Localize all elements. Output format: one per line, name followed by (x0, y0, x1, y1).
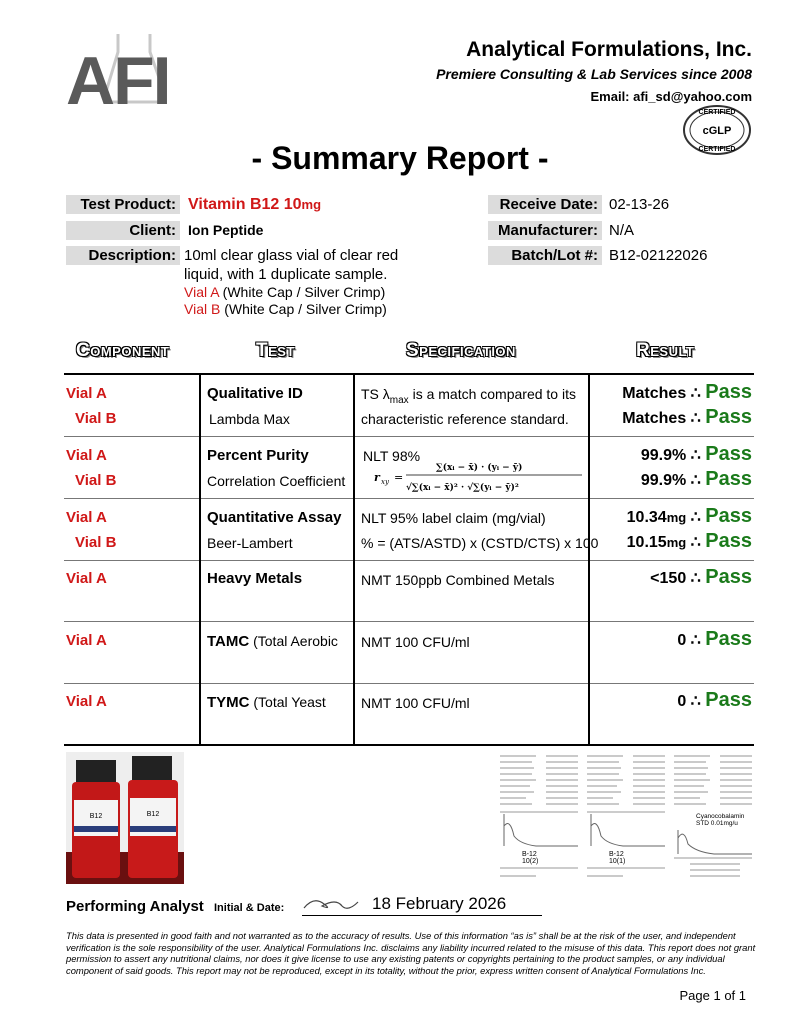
afi-logo (66, 32, 188, 112)
chromatogram-std (670, 750, 756, 882)
row4-test: Heavy Metals (207, 570, 303, 587)
svg-text:B12: B12 (146, 811, 160, 818)
row3-component-a: Vial A (66, 509, 107, 526)
col-divider (588, 373, 590, 746)
row3-component-b: Vial B (75, 534, 117, 551)
row5-component-a: Vial A (66, 632, 107, 649)
vials-photo (66, 752, 184, 884)
svg-text:xy: xy (381, 478, 389, 486)
row4-spec: NMT 150ppb Combined Metals (361, 572, 555, 588)
row6-result: 0 ∴ Pass (677, 689, 752, 711)
row6-test: TYMC (Total Yeast (207, 694, 326, 711)
svg-text:=: = (394, 471, 404, 484)
svg-text:r: r (374, 471, 380, 484)
svg-text:cGLP: cGLP (702, 125, 732, 137)
chromatogram-2 (583, 750, 669, 882)
row2-spec: NLT 98% (363, 448, 421, 464)
row5-spec: NMT 100 CFU/ml (361, 634, 470, 650)
chromatogram-1 (496, 750, 582, 882)
company-email: Email: afi_sd@yahoo.com (590, 89, 752, 104)
header-component: Component (76, 340, 170, 361)
receive-date-value: 02-13-26 (609, 196, 670, 213)
header-specification: Specification (406, 340, 516, 361)
svg-text:Cyanocobalamin: Cyanocobalamin (696, 813, 745, 820)
row-divider (64, 621, 754, 622)
page-number: Page 1 of 1 (679, 988, 746, 1003)
vial-a-description: Vial A (White Cap / Silver Crimp) (184, 284, 386, 300)
row2-test-method: Correlation Coefficient (207, 473, 346, 489)
svg-text:B-12: B-12 (609, 851, 624, 858)
client-label: Client: (66, 221, 180, 240)
row6-component-a: Vial A (66, 693, 107, 710)
table-top-rule (64, 373, 754, 375)
row1-spec-2: characteristic reference standard. (361, 411, 569, 427)
col-divider (199, 373, 201, 746)
svg-text:10(1): 10(1) (609, 858, 626, 865)
row-divider (64, 498, 754, 499)
row5-result: 0 ∴ Pass (677, 628, 752, 650)
col-divider (353, 373, 355, 746)
correlation-formula (374, 458, 584, 496)
row-divider (64, 560, 754, 561)
row3-test: Quantitative Assay (207, 509, 342, 526)
description-line-1: 10ml clear glass vial of clear red (184, 247, 399, 264)
svg-text:CERTIFIED: CERTIFIED (698, 109, 736, 116)
table-bottom-rule (64, 744, 754, 746)
row3-result-b: 10.15mg ∴ Pass (626, 530, 752, 552)
row1-result-b: Matches ∴ Pass (622, 406, 752, 428)
client-value: Ion Peptide (188, 222, 264, 238)
row1-test: Qualitative ID (207, 385, 303, 402)
svg-text:AFI: AFI (66, 43, 170, 112)
batch-label: Batch/Lot #: (488, 246, 602, 265)
row2-component-b: Vial B (75, 472, 117, 489)
description-value (184, 246, 398, 318)
signature-mark (302, 894, 362, 914)
row3-spec: NLT 95% label claim (mg/vial) (361, 510, 546, 526)
row-divider (64, 436, 754, 437)
row5-test: TAMC (Total Aerobic (207, 633, 338, 650)
manufacturer-value: N/A (609, 222, 635, 239)
disclaimer: This data is presented in good faith and not warranted as to the accuracy of results. Use of this information “as is” shall be at the risk of the user, and independent verification is the sole responsibility of the user. Analytical Formulations Inc. disclaims any liability incurred related to the misuse of this data. This report does not grant permission to assert any nutritional claims, nor does it give license to use any existing patents or copyrights pertaining to the product samples, or any individual component of said goods. This report may not be reproduced, except in its totality, without the prior, express written consent of Analytical Formulations Inc. (66, 930, 756, 976)
company-name: Analytical Formulations, Inc. (466, 38, 752, 61)
row4-component-a: Vial A (66, 570, 107, 587)
row3-test-method: Beer-Lambert (207, 535, 293, 551)
svg-text:√∑(xᵢ − x̄)² · √∑(yᵢ − ȳ)²: √∑(xᵢ − x̄)² · √∑(yᵢ − ȳ)² (406, 483, 519, 493)
signature-line (302, 892, 542, 916)
row2-test: Percent Purity (207, 447, 309, 464)
report-title: - Summary Report - (251, 140, 549, 176)
svg-text:∑(xᵢ − x̄) · (yᵢ − ȳ): ∑(xᵢ − x̄) · (yᵢ − ȳ) (436, 463, 523, 473)
row2-result-b: 99.9% ∴ Pass (640, 468, 752, 490)
svg-text:10(2): 10(2) (522, 858, 539, 865)
company-info (436, 38, 752, 106)
vial-b-description: Vial B (White Cap / Silver Crimp) (184, 301, 387, 317)
svg-text:B-12: B-12 (522, 851, 537, 858)
header-result: Result (636, 340, 695, 361)
analysis-date: 18 February 2026 (372, 894, 507, 913)
manufacturer-label: Manufacturer: (488, 221, 602, 240)
row6-spec: NMT 100 CFU/ml (361, 695, 470, 711)
description-label: Description: (66, 246, 180, 265)
svg-text:STD 0.01mg/u: STD 0.01mg/u (696, 820, 738, 827)
test-product-value: Vitamin B12 10mg (188, 196, 322, 213)
row1-component-a: Vial A (66, 385, 107, 402)
row3-spec-2: % = (ATS/ASTD) x (CSTD/CTS) x 100 (361, 535, 599, 551)
receive-date-label: Receive Date: (488, 195, 602, 214)
row1-component-b: Vial B (75, 410, 117, 427)
row1-spec: TS $\lambda_{max}$ is a match compared to its (361, 386, 576, 406)
svg-text:B12: B12 (89, 813, 103, 820)
batch-value: B12-02122026 (609, 247, 708, 264)
row3-result-a: 10.34mg ∴ Pass (626, 505, 752, 527)
svg-text:CERTIFIED: CERTIFIED (698, 146, 736, 153)
performing-analyst: Performing Analyst Initial & Date: 18 February 2026 (66, 898, 284, 915)
description-line-2: liquid, with 1 duplicate sample. (184, 266, 388, 283)
row-divider (64, 683, 754, 684)
test-product-label: Test Product: (66, 195, 180, 214)
row4-result: <150 ∴ Pass (650, 566, 752, 588)
row2-result-a: 99.9% ∴ Pass (640, 443, 752, 465)
company-tagline: Premiere Consulting & Lab Services since 2008 (436, 66, 752, 82)
header-test: Test (256, 340, 295, 361)
row2-component-a: Vial A (66, 447, 107, 464)
row1-test-method: Lambda Max (209, 411, 290, 427)
row1-result-a: Matches ∴ Pass (622, 381, 752, 403)
